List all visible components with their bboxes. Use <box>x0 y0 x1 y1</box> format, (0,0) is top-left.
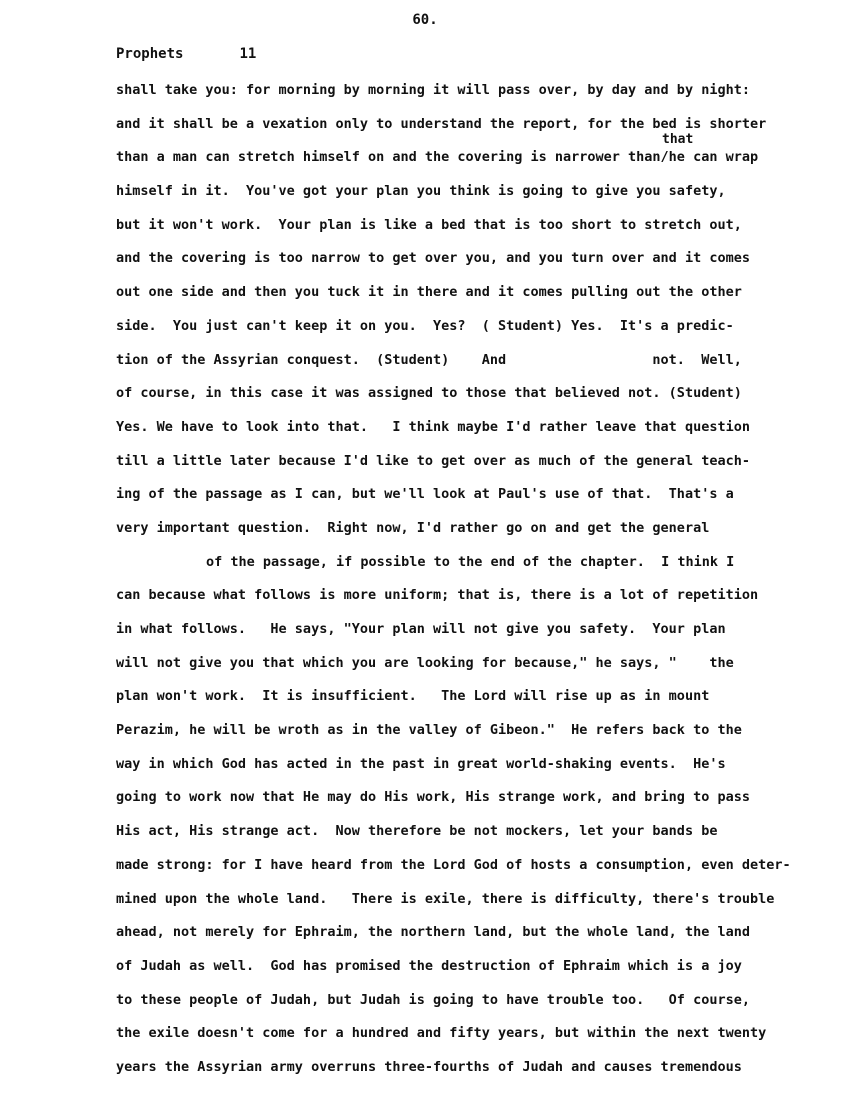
body-text <box>116 80 816 1091</box>
text-line: of Judah as well. God has promised the destruction of Ephraim which is a joy <box>116 957 742 974</box>
text-line: out one side and then you tuck it in there and it comes pulling out the other <box>116 284 742 301</box>
text-line: will not give you that which you are looking for because," he says, " the <box>116 654 734 671</box>
text-line: going to work now that He may do His work, His strange work, and bring to pass <box>116 789 750 806</box>
text-line: than a man can stretch himself on and the covering is narrower than/he can wrap <box>116 149 759 166</box>
text-line: mined upon the whole land. There is exile, there is difficulty, there's trouble <box>116 890 775 907</box>
text-line: His act, His strange act. Now therefore be not mockers, let your bands be <box>116 823 718 840</box>
text-line: shall take you: for morning by morning it will pass over, by day and by night: <box>116 82 750 98</box>
text-line: side. You just can't keep it on you. Yes? ( Student) Yes. It's a predic- <box>116 317 734 334</box>
text-line: to these people of Judah, but Judah is going to have trouble too. Of course, <box>116 991 750 1008</box>
text-line: of the passage, if possible to the end of the chapter. I think I <box>206 553 735 570</box>
text-line: of course, in this case it was assigned to those that believed not. (Student) <box>116 385 742 402</box>
text-line: Perazim, he will be wroth as in the valley of Gibeon." He refers back to the <box>116 722 742 739</box>
text-line: but it won't work. Your plan is like a bed that is too short to stretch out, <box>116 216 742 233</box>
text-line: way in which God has acted in the past in great world-shaking events. He's <box>116 755 726 772</box>
text-line: made strong: for I have heard from the Lord God of hosts a consumption, even deter- <box>116 856 791 873</box>
text-line: can because what follows is more uniform; that is, there is a lot of repetition <box>116 587 759 604</box>
text-line: the exile doesn't come for a hundred and fifty years, but within the next twenty <box>116 1025 767 1042</box>
header-label: Prophets <box>116 46 184 62</box>
text-line: ing of the passage as I can, but we'll look at Paul's use of that. That's a <box>116 486 734 503</box>
text-line: till a little later because I'd like to get over as much of the general teach- <box>116 452 750 469</box>
text-line: plan won't work. It is insufficient. The Lord will rise up as in mount <box>116 688 710 705</box>
text-line: years the Assyrian army overruns three-fourths of Judah and causes tremendous <box>116 1058 742 1075</box>
text-line: ahead, not merely for Ephraim, the northern land, but the whole land, the land <box>116 924 750 941</box>
text-line: in what follows. He says, "Your plan will not give you safety. Your plan <box>116 621 726 637</box>
text-line: himself in it. You've got your plan you think is going to give you safety, <box>116 183 726 200</box>
text-line: tion of the Assyrian conquest. (Student) And not. Well, <box>116 351 742 368</box>
interlinear-insert: that <box>662 132 694 147</box>
text-line: and the covering is too narrow to get over you, and you turn over and it comes <box>116 250 750 267</box>
text-line: and it shall be a vexation only to understand the report, for the bed is shorter <box>116 115 767 132</box>
text-line: very important question. Right now, I'd rather go on and get the general <box>116 519 710 536</box>
page-header <box>116 46 256 62</box>
page-number: 60. <box>412 12 438 28</box>
text-line: Yes. We have to look into that. I think maybe I'd rather leave that question <box>116 418 750 435</box>
header-section: 11 <box>239 46 257 62</box>
